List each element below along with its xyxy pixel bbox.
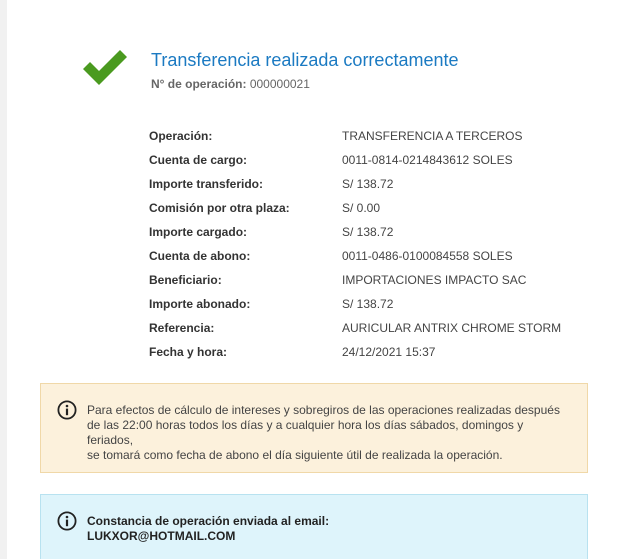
detail-value: TRANSFERENCIA A TERCEROS: [342, 129, 523, 143]
detail-label: Referencia:: [149, 321, 215, 335]
detail-row: [149, 196, 589, 220]
detail-value: AURICULAR ANTRIX CHROME STORM: [342, 321, 562, 335]
detail-value: S/ 138.72: [342, 225, 394, 239]
warning-line: de las 22:00 horas todos los días y a cualquier hora los días sábados, domingos y feriados,: [87, 418, 524, 447]
email-notice: [40, 494, 588, 559]
detail-row: [149, 340, 589, 364]
detail-label: Beneficiario:: [149, 273, 222, 287]
info-circle-icon: [57, 511, 77, 531]
detail-row: [149, 148, 589, 172]
detail-row: [149, 244, 589, 268]
operation-number-label: N° de operación:: [151, 77, 247, 91]
detail-label: Importe transferido:: [149, 177, 264, 191]
check-icon: [80, 48, 130, 88]
detail-value: S/ 0.00: [342, 201, 381, 215]
info-circle-icon: [57, 400, 77, 420]
warning-notice: [40, 383, 588, 473]
warning-line: Para efectos de cálculo de intereses y sobregiros de las operaciones realizadas después: [87, 403, 560, 417]
operation-details: [149, 124, 589, 364]
page-title: Transferencia realizada correctamente: [151, 50, 459, 70]
warning-line: se tomará como fecha de abono el día siguiente útil de realizada la operación.: [87, 448, 503, 462]
operation-number: [151, 77, 310, 91]
detail-value: S/ 138.72: [342, 177, 394, 191]
detail-row: [149, 172, 589, 196]
detail-value: S/ 138.72: [342, 297, 394, 311]
detail-value: IMPORTACIONES IMPACTO SAC: [342, 273, 527, 287]
detail-label: Cuenta de cargo:: [149, 153, 248, 167]
detail-row: [149, 268, 589, 292]
detail-value: 0011-0814-0214843612 SOLES: [342, 153, 513, 167]
detail-row: [149, 220, 589, 244]
detail-label: Operación:: [149, 129, 213, 143]
success-header: [78, 46, 578, 96]
detail-value: 0011-0486-0100084558 SOLES: [342, 249, 513, 263]
warning-text: [87, 403, 571, 463]
email-address: LUKXOR@HOTMAIL.COM: [87, 529, 236, 543]
detail-value: 24/12/2021 15:37: [342, 345, 436, 359]
detail-label: Importe cargado:: [149, 225, 248, 239]
detail-label: Cuenta de abono:: [149, 249, 251, 263]
email-text: [87, 514, 571, 544]
detail-label: Fecha y hora:: [149, 345, 228, 359]
detail-row: [149, 292, 589, 316]
left-margin-strip: [0, 0, 7, 559]
detail-row: [149, 124, 589, 148]
detail-label: Importe abonado:: [149, 297, 251, 311]
detail-row: [149, 316, 589, 340]
detail-label: Comisión por otra plaza:: [149, 201, 290, 215]
operation-number-value: 000000021: [249, 77, 310, 91]
email-label: Constancia de operación enviada al email:: [87, 514, 330, 528]
